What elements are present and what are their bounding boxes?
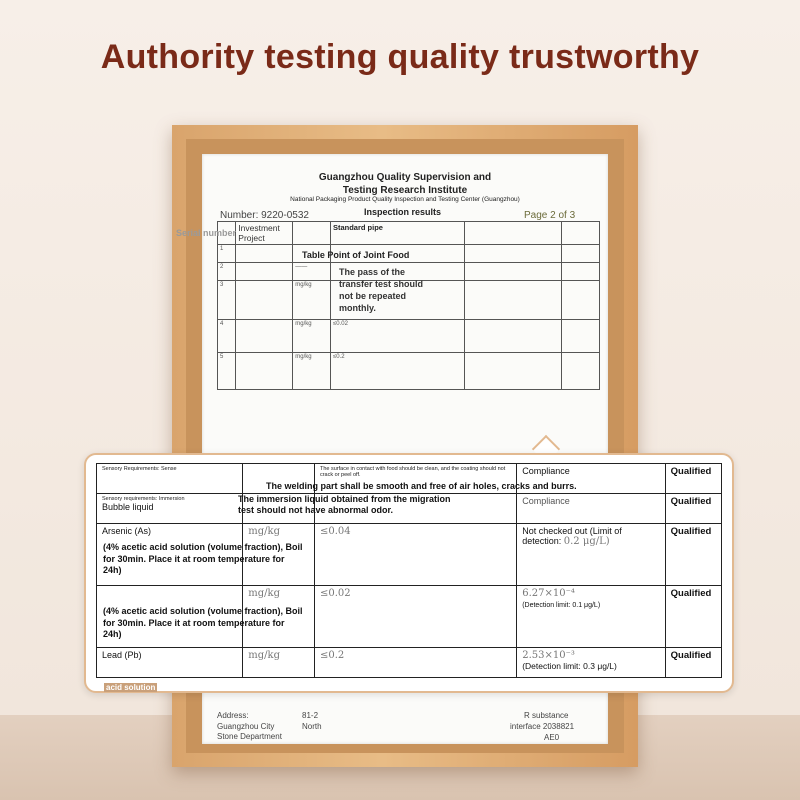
table-row: Arsenic (As) mg/kg ≤0.04 Not checked out (Limit of detection: 0.2 μg/L) Qualified — [97, 524, 722, 586]
headline: Authority testing quality trustworthy — [100, 38, 700, 76]
footer-r-substance: R substance — [524, 711, 569, 720]
org-line-2: Testing Research Institute — [342, 185, 468, 196]
footer-interface: interface 2038821 — [510, 722, 575, 731]
col-standard: Standard pipe — [330, 222, 465, 245]
table-row: 3 mg/kg — [218, 281, 600, 320]
footer-north: North — [302, 722, 322, 731]
footer-dept: Stone Department — [217, 732, 282, 741]
table-row: 4 mg/kg ≤0.02 — [218, 320, 600, 353]
acid-solution-label: acid solution — [106, 683, 156, 692]
footer-city: Guangzhou City — [217, 722, 275, 731]
cadmium-detail-text: (4% acetic acid solution (volume fraction), Boil for 30min. Place it at room temperature for 24h) — [103, 606, 303, 639]
immersion-requirement-text: The immersion liquid obtained from the migration test should not have abnormal odor. — [238, 494, 451, 515]
col-project: Investment Project — [236, 222, 293, 245]
serial-number-label: Serial number — [176, 228, 237, 238]
table-row: 1 — [218, 245, 600, 263]
overlay-table-point: Table Point of Joint Food — [302, 250, 410, 260]
arsenic-detail-text: (4% acetic acid solution (volume fraction), Boil for 30min. Place it at room temperature for 24h) — [103, 542, 303, 575]
table-row: 2 —— — [218, 263, 600, 281]
footer-address: Address: — [217, 711, 249, 720]
footer-ae: AE0 — [544, 733, 560, 742]
welding-requirement-text: The welding part shall be smooth and free of air holes, cracks and burrs. — [266, 481, 577, 491]
table-row: 5 mg/kg ≤0.2 — [218, 353, 600, 390]
page-number: Page 2 of 3 — [524, 210, 576, 221]
table-row: Sensory requirements: Immersion Bubble liquid Compliance Qualified — [97, 494, 722, 524]
table-row: Sensory Requirements: Sense The surface in contact with food should be clean, and the coating should not crack or peel off. Compliance Qualified — [97, 464, 722, 494]
overlay-transfer-note: The pass of the transfer test should not be repeated monthly. — [339, 267, 424, 313]
footer-number: 81-2 — [302, 711, 319, 720]
table-header-row — [218, 222, 600, 245]
document-number: Number: 9220-0532 — [220, 210, 309, 221]
table-row: mg/kg ≤0.02 6.27×10⁻⁴ (Detection limit: 0.1 μg/L) Qualified — [97, 586, 722, 648]
table-row: Lead (Pb) mg/kg ≤0.2 2.53×10⁻³ (Detection limit: 0.3 μg/L) Qualified — [97, 648, 722, 678]
org-line-3: National Packaging Product Quality Inspection and Testing Center (Guangzhou) — [290, 196, 520, 203]
org-line-1: Guangzhou Quality Supervision and — [318, 172, 492, 183]
section-title: Inspection results — [364, 207, 442, 217]
